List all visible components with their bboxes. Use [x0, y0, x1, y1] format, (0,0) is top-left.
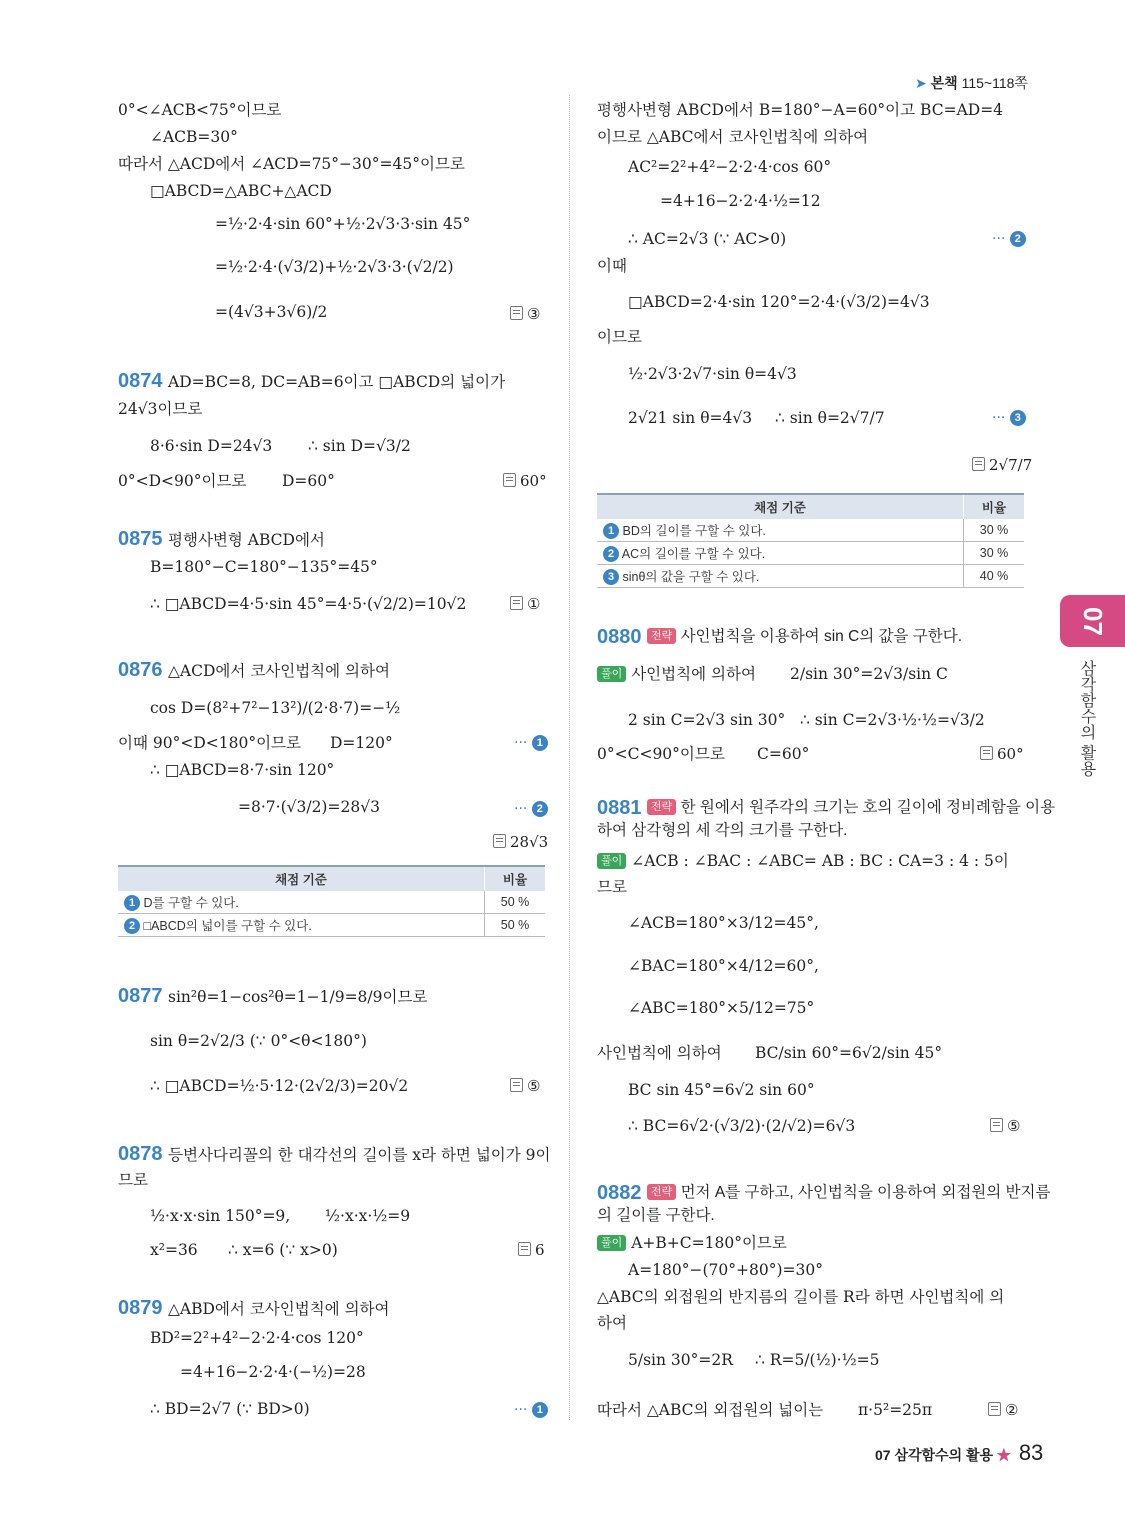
equation-line: cos D=(8²+7²−13²)/(2·8·7)=−½ [150, 699, 401, 717]
answer-icon [510, 1078, 523, 1092]
equation-line: ∴ □ABCD=8·7·sin 120° [150, 761, 335, 779]
answer-icon [510, 306, 523, 320]
footer-title: 삼각함수의 활용 [894, 1447, 994, 1463]
equation-line: BC sin 45°=6√2 sin 60° [628, 1081, 815, 1099]
problem-number: 0875 [118, 528, 163, 550]
answer: ① [510, 594, 540, 614]
table-row: 2 □ABCD의 넓이를 구할 수 있다. 50 % [118, 914, 545, 937]
text-line: 24√3이므로 [118, 400, 203, 418]
problem-number: 0876 [118, 659, 163, 681]
table-row: 2 AC의 길이를 구할 수 있다. 30 % [597, 542, 1024, 565]
text-line: 0°<C<90°이므로 [597, 745, 725, 763]
equation-line: π·5²=25π [858, 1401, 933, 1419]
text-line: 평행사변형 ABCD에서 B=180°−A=60°이고 BC=AD=4 [597, 101, 1004, 119]
solution-tag: 풀이 [597, 1235, 626, 1251]
equation-line: x²=36 [150, 1241, 198, 1259]
answer: ⑤ [510, 1076, 540, 1096]
text-line: 풀이 ∠ACB : ∠BAC : ∠ABC= AB : BC : CA=3 : 4 : 5이 [597, 851, 1009, 871]
answer-icon [518, 1242, 531, 1256]
strategy-tag: 전략 [647, 628, 676, 644]
problem-number: 0877 [118, 985, 163, 1007]
answer: 60° [980, 744, 1024, 764]
problem-number: 0880 [597, 626, 642, 648]
equation-line: BC/sin 60°=6√2/sin 45° [755, 1044, 943, 1062]
book-label: 본책 [930, 75, 958, 91]
table-row: 1 D를 구할 수 있다. 50 % [118, 891, 545, 914]
problem-number: 0882 [597, 1182, 642, 1204]
grading-table [118, 865, 545, 937]
equation-line: =4+16−2·2·4·(−½)=28 [180, 1363, 366, 1381]
footer-chapter: 07 [875, 1447, 891, 1463]
text-line: 이므로 [597, 328, 642, 346]
equation-line: ½·x·x·sin 150°=9, [150, 1207, 291, 1225]
equation-line: ∴ □ABCD=4·5·sin 45°=4·5·(√2/2)=10√2 [150, 595, 467, 613]
solution-tag: 풀이 [597, 666, 626, 682]
grading-table [597, 493, 1024, 588]
text-line: △ABD에서 코사인법칙에 의하여 [168, 1300, 390, 1318]
text-line: 평행사변형 ABCD에서 [168, 531, 325, 549]
page-range: 115~118쪽 [961, 75, 1028, 91]
table-header: 채점 기준 [597, 494, 964, 519]
text-line: C=60° [757, 745, 810, 763]
equation-line: B=180°−C=180°−135°=45° [150, 558, 378, 576]
equation-line: ½·2√3·2√7·sin θ=4√3 [628, 365, 797, 383]
equation-line: ∴ sin C=2√3·½·½=√3/2 [800, 711, 985, 729]
answer: 6 [518, 1240, 545, 1260]
answer: ② [988, 1400, 1018, 1420]
page-footer [875, 1440, 1043, 1466]
equation-line: ∴ BD=2√7 (∵ BD>0) [150, 1400, 310, 1418]
equation-line: 8·6·sin D=24√3 [150, 437, 273, 455]
text-line: 풀이 A+B+C=180°이므로 [597, 1233, 787, 1253]
solution-tag: 풀이 [597, 853, 626, 869]
equation-line: ∴ sin D=√3/2 [308, 437, 411, 455]
problem-number: 0881 [597, 797, 642, 819]
equation-line: □ABCD=2·4·sin 120°=2·4·(√3/2)=4√3 [628, 293, 930, 311]
answer-icon [990, 1118, 1003, 1132]
answer-icon [510, 596, 523, 610]
equation-line: ∴ BC=6√2·(√3/2)·(2/√2)=6√3 [628, 1117, 856, 1135]
strategy-line: 의 길이를 구한다. [597, 1207, 715, 1224]
answer-icon [972, 457, 985, 471]
step-marker: ··· 1 [514, 1400, 548, 1420]
strategy-line: 하여 삼각형의 세 각의 크기를 구한다. [597, 822, 848, 839]
step-marker: ··· 2 [992, 229, 1026, 249]
equation-line: =(4√3+3√6)/2 [215, 303, 328, 321]
answer: 28√3 [493, 832, 548, 852]
equation-line: sin²θ=1−cos²θ=1−1/9=8/9이므로 [168, 988, 428, 1006]
text-line: D=120° [330, 734, 393, 752]
text-line: 므로 [597, 878, 627, 896]
text-line: 따라서 △ABC의 외접원의 넓이는 [597, 1401, 824, 1419]
answer-icon [493, 834, 506, 848]
equation-line: ∴ R=5/(½)·½=5 [755, 1351, 880, 1369]
text-line: 사인법칙에 의하여 [597, 1044, 722, 1062]
text-line: ∠ACB=30° [150, 128, 238, 146]
problem-number: 0878 [118, 1143, 163, 1165]
equation-line: 2 sin C=2√3 sin 30° [628, 711, 786, 729]
table-header: 비율 [485, 866, 546, 891]
page-reference [915, 73, 1028, 93]
table-row: 1 BD의 길이를 구할 수 있다. 30 % [597, 519, 1024, 542]
chapter-side-label: 삼각함수의 활용 [1078, 660, 1095, 777]
text-line: 하여 [597, 1314, 627, 1332]
equation-line: =4+16−2·2·4·½=12 [660, 192, 821, 210]
answer-icon [503, 473, 516, 487]
strategy-line: 전략 한 원에서 원주각의 크기는 호의 길이에 정비례함을 이용 [647, 798, 1055, 818]
table-row: 3 sinθ의 값을 구할 수 있다. 40 % [597, 565, 1024, 588]
text-line: 따라서 △ACD에서 ∠ACD=75°−30°=45°이므로 [118, 155, 465, 173]
equation-line: ∴ AC=2√3 (∵ AC>0) [628, 230, 787, 248]
answer: ③ [510, 304, 540, 324]
strategy-line: 전략 사인법칙을 이용하여 sin C의 값을 구한다. [647, 627, 962, 647]
column-divider [569, 95, 571, 1420]
equation-line: =½·2·4·(√3/2)+½·2√3·3·(√2/2) [215, 258, 454, 276]
answer-icon [980, 746, 993, 760]
text-line: 등변사다리꼴의 한 대각선의 길이를 x라 하면 넓이가 9이 [168, 1146, 551, 1164]
problem-number: 0879 [118, 1297, 163, 1319]
arrow-icon: ➤ [915, 75, 927, 91]
equation-line: 2√21 sin θ=4√3 [628, 409, 753, 427]
table-header: 채점 기준 [118, 866, 485, 891]
equation-line: A=180°−(70°+80°)=30° [628, 1261, 823, 1279]
text-line: △ABC의 외접원의 반지름의 길이를 R라 하면 사인법칙에 의 [597, 1288, 1005, 1306]
text-line: D=60° [282, 472, 335, 490]
equation-line: ∴ sin θ=2√7/7 [775, 409, 885, 427]
equation-line: 5/sin 30°=2R [628, 1351, 733, 1369]
chapter-tab: 07 [1060, 595, 1125, 647]
equation-line: =8·7·(√3/2)=28√3 [238, 798, 380, 816]
answer: ⑤ [990, 1116, 1020, 1136]
equation-line: 2/sin 30°=2√3/sin C [790, 665, 948, 683]
answer: 2√7/7 [972, 455, 1032, 475]
equation-line: ∴ □ABCD=½·5·12·(2√2/3)=20√2 [150, 1077, 409, 1095]
equation-line: =½·2·4·sin 60°+½·2√3·3·sin 45° [215, 215, 471, 233]
text-line: 이때 90°<D<180°이므로 [118, 734, 302, 752]
equation-line: sin θ=2√2/3 (∵ 0°<θ<180°) [150, 1032, 367, 1050]
equation-line: ∠ACB=180°×3/12=45°, [628, 914, 819, 932]
answer-icon [988, 1402, 1001, 1416]
strategy-line: 전략 먼저 A를 구하고, 사인법칙을 이용하여 외접원의 반지름 [647, 1183, 1050, 1203]
table-header: 비율 [964, 494, 1025, 519]
answer: 60° [503, 471, 547, 491]
text-line: 0°<D<90°이므로 [118, 472, 247, 490]
text-line: □ABCD=△ABC+△ACD [150, 182, 332, 200]
text-line: AD=BC=8, DC=AB=6이고 □ABCD의 넓이가 [168, 373, 506, 391]
text-line: 풀이 사인법칙에 의하여 [597, 664, 756, 684]
step-marker: ··· 3 [992, 408, 1026, 428]
strategy-tag: 전략 [647, 1184, 676, 1200]
text-line: 이므로 △ABC에서 코사인법칙에 의하여 [597, 128, 869, 146]
strategy-tag: 전략 [647, 799, 676, 815]
problem-number: 0874 [118, 370, 163, 392]
equation-line: ∴ x=6 (∵ x>0) [228, 1241, 338, 1259]
step-marker: ··· 2 [514, 799, 548, 819]
equation-line: ∠ABC=180°×5/12=75° [628, 999, 815, 1017]
equation-line: ½·x·x·½=9 [325, 1207, 411, 1225]
star-icon: ★ [996, 1447, 1011, 1463]
equation-line: ∠BAC=180°×4/12=60°, [628, 957, 819, 975]
equation-line: AC²=2²+4²−2·2·4·cos 60° [628, 158, 832, 176]
text-line: 므로 [118, 1171, 148, 1189]
step-marker: ··· 1 [514, 733, 548, 753]
text-line: 이때 [597, 257, 627, 275]
text-line: △ACD에서 코사인법칙에 의하여 [168, 662, 390, 680]
equation-line: BD²=2²+4²−2·2·4·cos 120° [150, 1329, 364, 1347]
text-line: 0°<∠ACB<75°이므로 [118, 101, 282, 119]
page-number: 83 [1018, 1440, 1044, 1465]
